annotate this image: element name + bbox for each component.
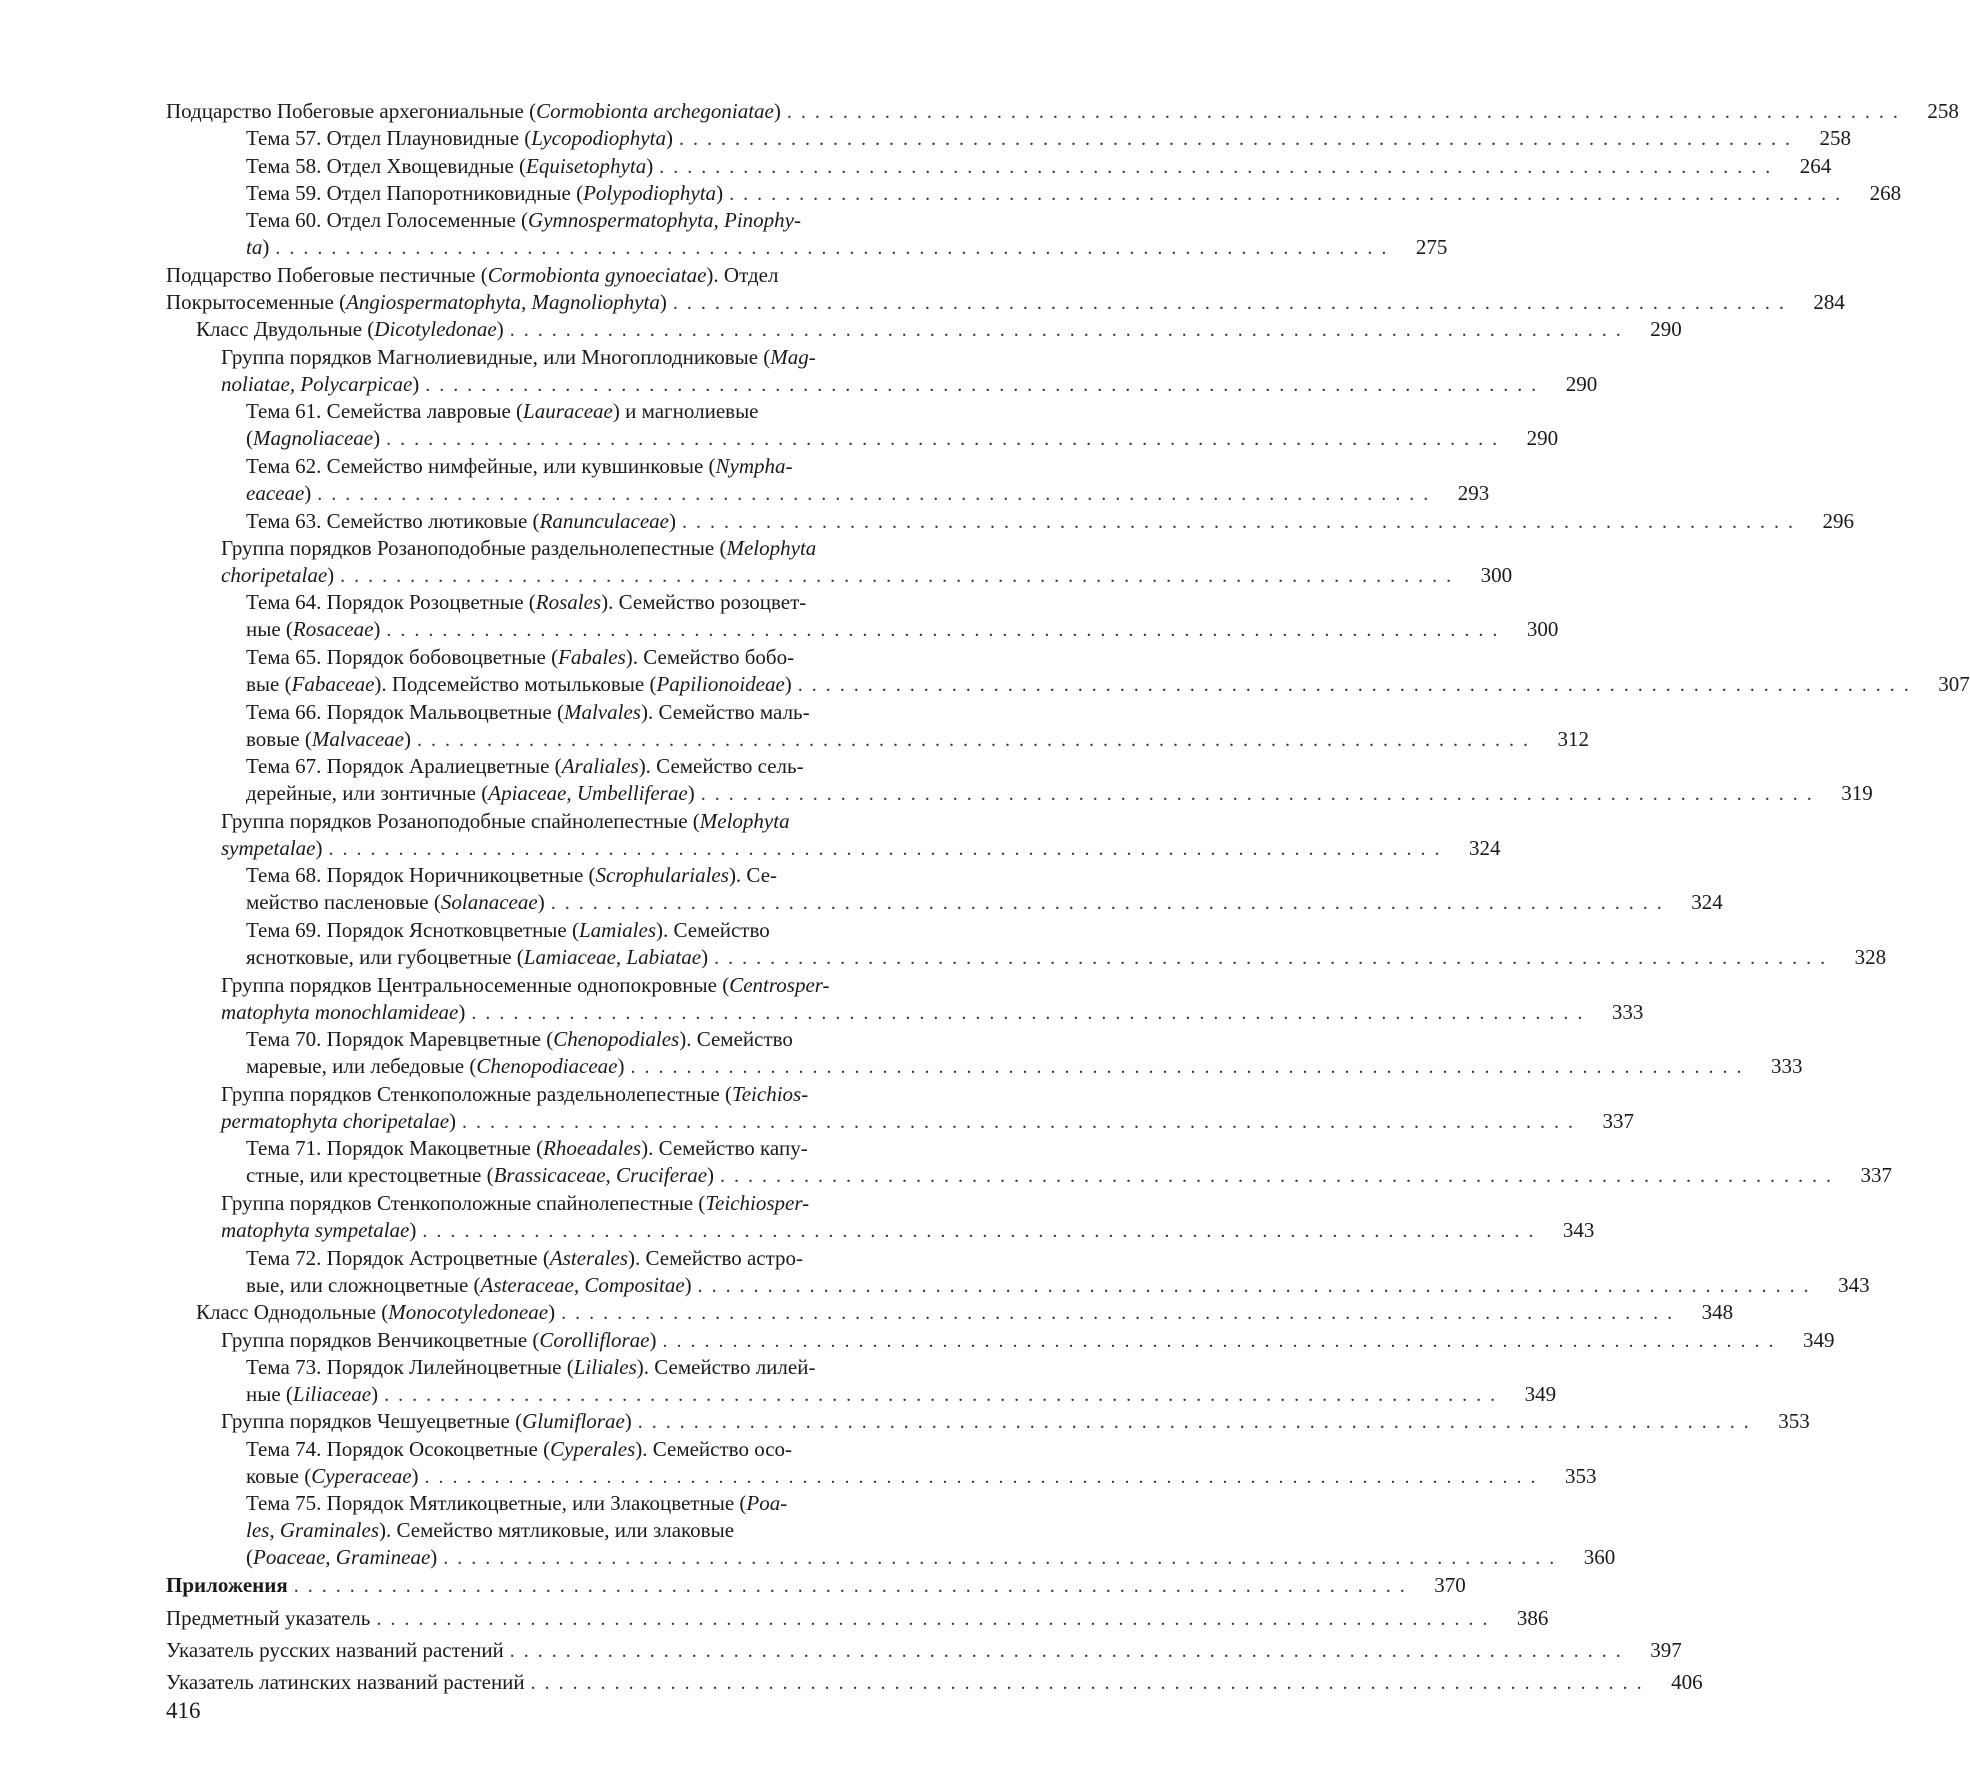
- toc-entry-title: matophyta monochlamideae): [221, 999, 466, 1024]
- leader-dots: ................................................................................: [659, 155, 1780, 178]
- toc-entry-page: 386: [1516, 1605, 1549, 1630]
- toc-entry[interactable]: [166, 1354, 1557, 1408]
- leader-dots: ................................................................................: [786, 101, 1907, 123]
- toc-entry-page: 353: [1565, 1463, 1597, 1488]
- toc-entry[interactable]: [166, 1436, 1597, 1490]
- toc-entry-title: matophyta sympetalae): [221, 1218, 417, 1242]
- toc-entry[interactable]: [166, 589, 1559, 643]
- toc-entry-page: 307: [1938, 672, 1970, 696]
- toc-entry[interactable]: [166, 1026, 1803, 1080]
- toc-entry-page: 290: [1526, 426, 1559, 451]
- toc-entry[interactable]: [166, 207, 1448, 261]
- toc-entry-page: 348: [1701, 1300, 1734, 1325]
- toc-entry-title: Тема 64. Порядок Розоцветные (Rosales). Семейство розоцвет-: [246, 590, 807, 615]
- leader-dots: ................................................................................: [697, 1274, 1818, 1297]
- toc-entry-title: Группа порядков Стенкоположные раздельнолепестные (Teichios-: [221, 1081, 809, 1106]
- toc-entry-page: 353: [1778, 1409, 1810, 1434]
- toc-entry[interactable]: [166, 1572, 1466, 1599]
- leader-dots: ................................................................................: [293, 1575, 1414, 1598]
- toc-entry[interactable]: [166, 1081, 1635, 1135]
- toc-entry-title: дерейные, или зонтичные (Apiaceae, Umbelliferae): [246, 781, 695, 806]
- leader-dots: ................................................................................: [425, 373, 1546, 396]
- toc-entry-title: яснотковые, или губоцветные (Lamiaceae, Labiatae): [246, 945, 709, 969]
- toc-entry-page: 264: [1799, 153, 1832, 178]
- leader-dots: ................................................................................: [662, 1329, 1783, 1352]
- leader-dots: ................................................................................: [509, 319, 1630, 342]
- page-number: 416: [166, 1698, 201, 1723]
- toc-entry[interactable]: [166, 125, 1851, 152]
- toc-entry-page: 343: [1838, 1272, 1870, 1297]
- toc-entry-page: 343: [1562, 1218, 1595, 1242]
- toc-entry-title: (Poaceae, Gramineae): [246, 1545, 438, 1570]
- toc-entry-title: мейство пасленовые (Solanaceae): [246, 890, 545, 915]
- toc-entry[interactable]: [166, 1408, 1810, 1435]
- toc-entry[interactable]: [166, 1669, 1703, 1696]
- toc-entry[interactable]: [166, 1245, 1870, 1299]
- toc-entry[interactable]: [166, 808, 1501, 862]
- toc-entry-title: Тема 62. Семейство нимфейные, или кувшинковые (Nympha-: [246, 453, 793, 478]
- toc-entry-title: noliatae, Polycarpicae): [221, 371, 420, 396]
- toc-entry-page: 258: [1927, 99, 1959, 123]
- toc-entry-page: 296: [1822, 508, 1855, 533]
- toc-entry-title: Тема 61. Семейства лавровые (Lauraceae) и магнолиевые: [246, 399, 759, 424]
- toc-entry[interactable]: [166, 262, 1845, 316]
- toc-entry[interactable]: [166, 344, 1598, 398]
- toc-entry-title: Тема 58. Отдел Хвощевидные (Equisetophyta): [246, 153, 654, 178]
- toc-entry-title: вовые (Malvaceae): [246, 726, 411, 751]
- toc-entry-title: Группа порядков Розаноподобные спайнолепестные (Melophyta: [221, 808, 790, 833]
- toc-entry-page: 333: [1611, 999, 1644, 1024]
- toc-entry-page: 290: [1650, 317, 1682, 342]
- toc-entry-page: 300: [1480, 562, 1513, 587]
- leader-dots: ................................................................................: [672, 291, 1793, 314]
- toc-entry-page: 328: [1854, 945, 1887, 969]
- toc-entry-title: les, Graminales). Семейство мятликовые, или злаковые: [246, 1518, 735, 1543]
- toc-entry-title: Тема 57. Отдел Плауновидные (Lycopodiophyta): [246, 126, 673, 151]
- toc-entry[interactable]: [166, 699, 1589, 753]
- leader-dots: ................................................................................: [678, 128, 1799, 151]
- toc-entry[interactable]: [166, 862, 1723, 916]
- leader-dots: ................................................................................: [376, 1607, 1497, 1630]
- leader-dots: ................................................................................: [630, 1056, 1751, 1079]
- toc-entry-title: Класс Двудольные (Dicotyledonae): [196, 317, 504, 342]
- leader-dots: ................................................................................: [729, 182, 1850, 205]
- toc-entry-title: Группа порядков Розаноподобные раздельнолепестные (Melophyta: [221, 535, 817, 560]
- toc-entry-title: маревые, или лебедовые (Chenopodiaceae): [246, 1054, 625, 1079]
- toc-entry[interactable]: [166, 1190, 1595, 1244]
- leader-dots: ................................................................................: [462, 1110, 1583, 1133]
- toc-entry[interactable]: [166, 453, 1490, 507]
- toc-entry-title: Тема 63. Семейство лютиковые (Ranunculaceae): [246, 508, 677, 533]
- leader-dots: ................................................................................: [386, 619, 1507, 642]
- leader-dots: ................................................................................: [317, 482, 1438, 505]
- toc-entry[interactable]: [166, 153, 1832, 180]
- toc-entry[interactable]: [166, 1135, 1893, 1189]
- toc-entry-title: Покрытосеменные (Angiospermatophyta, Magnoliophyta): [166, 289, 667, 314]
- toc-entry-title: choripetalae): [221, 562, 335, 587]
- toc-entry-title: Подцарство Побеговые архегониальные (Cormobionta archegoniatae): [166, 99, 781, 123]
- leader-dots: ................................................................................: [340, 564, 1461, 587]
- toc-entry-page: 370: [1434, 1573, 1466, 1598]
- toc-entry-page: 275: [1415, 235, 1448, 260]
- toc-entry-page: 406: [1671, 1670, 1703, 1695]
- toc-entry-title: Указатель русских названий растений: [166, 1637, 504, 1662]
- toc-entry[interactable]: [166, 1299, 1734, 1326]
- toc-entry-page: 349: [1803, 1327, 1835, 1352]
- toc-entry-page: 360: [1583, 1545, 1616, 1570]
- toc-entry-page: 293: [1457, 480, 1490, 505]
- toc-entry[interactable]: [166, 972, 1644, 1026]
- leader-dots: ................................................................................: [550, 892, 1671, 915]
- leader-dots: ................................................................................: [275, 237, 1396, 260]
- toc-entry-title: Тема 59. Отдел Папоротниковидные (Polypodiophyta): [246, 180, 724, 205]
- toc-entry[interactable]: [166, 535, 1513, 589]
- toc-entry-page: 290: [1565, 371, 1598, 396]
- leader-dots: ................................................................................: [637, 1411, 1758, 1434]
- toc-entry-title: Тема 70. Порядок Маревцветные (Chenopodiales). Семейство: [246, 1027, 793, 1052]
- leader-dots: ................................................................................: [509, 1639, 1630, 1662]
- toc-entry[interactable]: [166, 1605, 1549, 1632]
- leader-dots: ................................................................................: [700, 783, 1821, 806]
- toc-entry-title: Тема 60. Отдел Голосеменные (Gymnospermatophyta, Pinophy-: [246, 208, 801, 233]
- toc-entry[interactable]: [166, 98, 1959, 125]
- leader-dots: ................................................................................: [720, 1165, 1841, 1188]
- toc-entry-title: Тема 74. Порядок Осокоцветные (Cyperales). Семейство осо-: [246, 1436, 793, 1461]
- toc-entry-page: 397: [1650, 1637, 1682, 1662]
- toc-entry[interactable]: [166, 917, 1887, 971]
- toc-entry[interactable]: [166, 644, 1970, 698]
- leader-dots: ................................................................................: [328, 837, 1449, 860]
- toc-entry-page: 333: [1771, 1054, 1803, 1079]
- toc-entry-title: Тема 68. Порядок Норичникоцветные (Scrophulariales). Се-: [246, 863, 778, 888]
- toc-entry-page: 300: [1526, 617, 1559, 642]
- toc-entry-title: вые, или сложноцветные (Asteraceae, Compositae): [246, 1272, 692, 1297]
- toc-entry[interactable]: [166, 180, 1902, 207]
- toc-entry-title: Группа порядков Чешуецветные (Glumiflorae): [221, 1409, 632, 1434]
- toc-entry-page: 349: [1524, 1381, 1557, 1406]
- toc-entry-page: 268: [1869, 180, 1902, 205]
- leader-dots: ................................................................................: [471, 1001, 1592, 1024]
- toc-entry-page: 319: [1841, 781, 1873, 806]
- leader-dots: ................................................................................: [386, 428, 1507, 451]
- toc-entry-title: sympetalae): [221, 835, 323, 860]
- toc-entry[interactable]: [166, 508, 1855, 535]
- toc-entry-title: Предметный указатель: [166, 1605, 371, 1630]
- toc-entry-page: 337: [1602, 1108, 1635, 1133]
- toc-entry-title: Класс Однодольные (Monocotyledoneae): [196, 1300, 556, 1325]
- toc-entry[interactable]: [166, 1637, 1682, 1664]
- toc-entry-title: (Magnoliaceae): [246, 426, 381, 451]
- toc-entry-title: Тема 69. Порядок Яснотковцветные (Lamiales). Семейство: [246, 918, 770, 942]
- toc-entry-title: вые (Fabaceae). Подсемейство мотыльковые (Papilionoideae): [246, 672, 792, 696]
- toc-entry-title: ные (Liliaceae): [246, 1381, 379, 1406]
- toc-entry-title: ковые (Cyperaceae): [246, 1463, 419, 1488]
- leader-dots: ................................................................................: [424, 1465, 1545, 1488]
- toc-entry-title: Группа порядков Венчикоцветные (Corolliflorae): [221, 1327, 657, 1352]
- toc-entry-title: eaceae): [246, 480, 312, 505]
- leader-dots: ................................................................................: [714, 947, 1835, 969]
- toc-entry[interactable]: [166, 398, 1559, 452]
- leader-dots: ................................................................................: [417, 728, 1537, 751]
- toc-entry-title: Группа порядков Магнолиевидные, или Многоплодниковые (Mag-: [221, 344, 816, 369]
- toc-entry-title: Подцарство Побеговые пестичные (Cormobionta gynoeciatae). Отдел: [166, 262, 779, 287]
- toc-entry-title: Группа порядков Центральносеменные однопокровные (Centrosper-: [221, 972, 830, 997]
- toc-entry-title: Группа порядков Стенкоположные спайнолепестные (Teichiosper-: [221, 1191, 810, 1215]
- toc-entry-page: 284: [1813, 289, 1845, 314]
- toc-entry-page: 312: [1557, 726, 1589, 751]
- toc-entry-title: Тема 65. Порядок бобовоцветные (Fabales). Семейство бобо-: [246, 645, 795, 669]
- leader-dots: ................................................................................: [422, 1220, 1543, 1242]
- toc-entry-title: Указатель латинских названий растений: [166, 1670, 525, 1695]
- leader-dots: ................................................................................: [797, 674, 1918, 696]
- toc-entry-title: Тема 72. Порядок Астроцветные (Asterales). Семейство астро-: [246, 1245, 804, 1270]
- toc-entry[interactable]: [166, 753, 1873, 807]
- toc-entry-title: ta): [246, 235, 270, 260]
- leader-dots: ................................................................................: [443, 1547, 1564, 1570]
- toc-entry-page: 324: [1468, 835, 1501, 860]
- toc-entry[interactable]: [166, 1490, 1616, 1571]
- leader-dots: ................................................................................: [384, 1383, 1505, 1406]
- toc-entry-title: Приложения: [166, 1573, 288, 1598]
- toc-entry-page: 324: [1691, 890, 1723, 915]
- toc-entry-page: 337: [1860, 1163, 1893, 1188]
- leader-dots: ................................................................................: [561, 1302, 1682, 1325]
- toc-entry-title: ные (Rosaceae): [246, 617, 381, 642]
- toc-entry-page: 258: [1819, 126, 1851, 151]
- toc-entry-title: стные, или крестоцветные (Brassicaceae, Cruciferae): [246, 1163, 715, 1188]
- toc-entry-title: permatophyta choripetalae): [221, 1108, 457, 1133]
- toc-entry-title: Тема 75. Порядок Мятликоцветные, или Злакоцветные (Poa-: [246, 1491, 788, 1516]
- toc-entry-title: Тема 73. Порядок Лилейноцветные (Liliales). Семейство лилей-: [246, 1354, 816, 1379]
- leader-dots: ................................................................................: [530, 1672, 1651, 1695]
- toc-entry[interactable]: [166, 316, 1682, 343]
- toc-entry-title: Тема 71. Порядок Макоцветные (Rhoeadales). Семейство капу-: [246, 1136, 808, 1161]
- toc-entry[interactable]: [166, 1327, 1835, 1354]
- toc-entry-title: Тема 66. Порядок Мальвоцветные (Malvales). Семейство маль-: [246, 699, 810, 724]
- toc-entry-title: Тема 67. Порядок Аралиецветные (Araliales). Семейство сель-: [246, 754, 804, 779]
- leader-dots: ................................................................................: [682, 510, 1803, 533]
